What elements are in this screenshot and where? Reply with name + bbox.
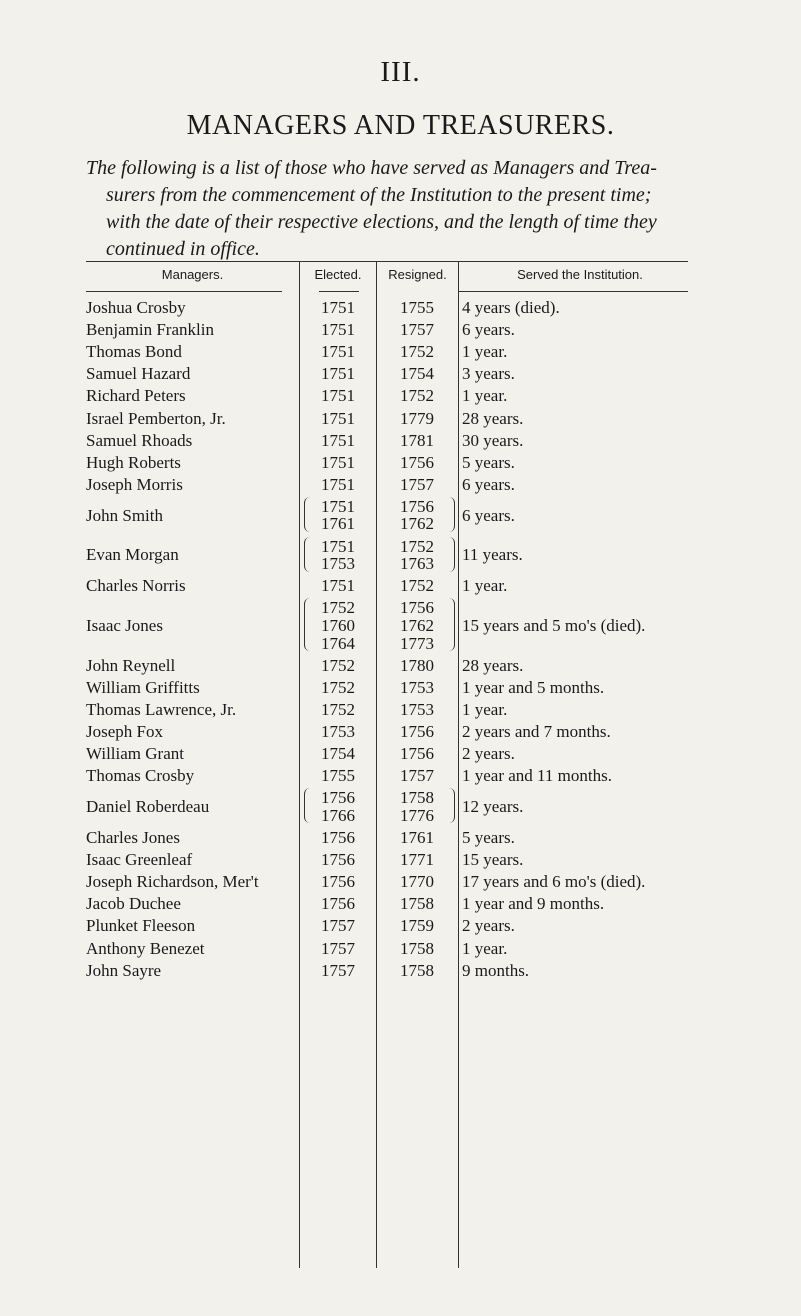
table-row: [0, 656, 801, 674]
brace-right: [448, 497, 455, 532]
served-duration: 15 years.: [462, 850, 524, 870]
brace-left: [304, 788, 311, 823]
elected-year: 1751: [321, 408, 355, 428]
manager-name: Benjamin Franklin: [86, 320, 214, 340]
elected-year: 1751: [321, 576, 355, 596]
elected-year: 1751: [321, 298, 355, 317]
manager-name: Thomas Lawrence, Jr.: [86, 699, 237, 719]
manager-name: Samuel Rhoads: [86, 430, 193, 450]
served-duration: 28 years.: [462, 408, 524, 428]
served-duration: 11 years.: [462, 545, 523, 565]
served-duration: 28 years.: [462, 655, 524, 675]
manager-name: Isaac Jones: [86, 615, 163, 635]
served-duration: 4 years (died).: [462, 298, 560, 317]
header-served: Served the Institution.: [517, 267, 643, 282]
elected-year: 1753: [321, 554, 355, 574]
resigned-year: 1763: [400, 554, 434, 574]
elected-year: 1751: [321, 536, 355, 556]
chapter-number: III.: [380, 56, 421, 88]
manager-name: William Grant: [86, 744, 184, 764]
manager-name: Joseph Morris: [86, 474, 183, 494]
served-duration: 15 years and 5 mo's (died).: [462, 615, 646, 635]
table-row: [0, 598, 801, 651]
manager-name: Samuel Hazard: [86, 364, 191, 384]
served-duration: 30 years.: [462, 430, 524, 450]
resigned-year: 1753: [400, 677, 434, 697]
manager-name: Anthony Benezet: [86, 938, 205, 958]
resigned-year: 1781: [400, 430, 434, 450]
elected-year: 1751: [321, 320, 355, 340]
resigned-year: 1756: [400, 452, 434, 472]
elected-year: 1756: [321, 850, 355, 870]
table-row: [0, 475, 801, 493]
elected-year: 1757: [321, 938, 355, 958]
intro-line: continued in office.: [106, 238, 260, 260]
table-row: [0, 894, 801, 912]
served-duration: 3 years.: [462, 364, 515, 384]
served-duration: 6 years.: [462, 474, 515, 494]
served-duration: 6 years.: [462, 320, 515, 340]
resigned-year: 1776: [400, 805, 434, 825]
resigned-year: 1770: [400, 872, 434, 892]
elected-year: 1751: [321, 364, 355, 384]
served-duration: 1 year.: [462, 342, 508, 362]
served-duration: 2 years and 7 months.: [462, 722, 611, 741]
brace-right: [448, 788, 455, 823]
header-elected: Elected.: [314, 267, 362, 282]
header-resigned: Resigned.: [388, 267, 447, 282]
served-duration: 9 months.: [462, 960, 530, 980]
resigned-year: 1762: [400, 615, 434, 635]
table-row: [0, 872, 801, 890]
resigned-year: 1757: [400, 474, 434, 494]
manager-name: Isaac Greenleaf: [86, 850, 193, 870]
header-rule: [459, 291, 688, 292]
elected-year: 1752: [321, 598, 355, 618]
table-row: [0, 766, 801, 784]
served-duration: 1 year and 9 months.: [462, 894, 605, 914]
served-duration: 6 years.: [462, 505, 515, 525]
elected-year: 1751: [321, 386, 355, 406]
elected-year: 1751: [321, 496, 355, 516]
resigned-year: 1780: [400, 655, 434, 675]
page-title: MANAGERS AND TREASURERS.: [186, 110, 615, 141]
elected-year: 1764: [321, 633, 355, 653]
resigned-year: 1757: [400, 320, 434, 340]
manager-name: Joseph Richardson, Mer't: [86, 872, 259, 892]
brace-left: [304, 497, 311, 532]
elected-year: 1755: [321, 766, 355, 786]
manager-name: Jacob Duchee: [86, 894, 181, 914]
elected-year: 1751: [321, 430, 355, 450]
table-row: [0, 320, 801, 338]
resigned-year: 1752: [400, 386, 434, 406]
header-rule: [86, 291, 282, 292]
table-row: [0, 497, 801, 532]
table-row: [0, 916, 801, 934]
table-row: [0, 409, 801, 427]
served-duration: 5 years.: [462, 452, 515, 472]
resigned-year: 1758: [400, 894, 434, 914]
elected-year: 1753: [321, 722, 355, 741]
table-row: [0, 386, 801, 404]
elected-year: 1760: [321, 615, 355, 635]
table-row: [0, 537, 801, 572]
manager-name: Thomas Bond: [86, 342, 182, 362]
served-duration: 2 years.: [462, 744, 515, 764]
table-row: [0, 961, 801, 979]
elected-year: 1751: [321, 342, 355, 362]
table-row: [0, 364, 801, 382]
elected-year: 1752: [321, 677, 355, 697]
resigned-year: 1752: [400, 342, 434, 362]
table-row: [0, 678, 801, 696]
served-duration: 12 years.: [462, 797, 524, 817]
table-row: [0, 298, 801, 316]
resigned-year: 1756: [400, 744, 434, 764]
table-row: [0, 431, 801, 449]
manager-name: Hugh Roberts: [86, 452, 181, 472]
table-row: [0, 828, 801, 846]
elected-year: 1757: [321, 916, 355, 936]
served-duration: 2 years.: [462, 916, 515, 936]
elected-year: 1761: [321, 514, 355, 534]
table-row: [0, 722, 801, 740]
elected-year: 1757: [321, 960, 355, 980]
resigned-year: 1754: [400, 364, 434, 384]
manager-name: Joseph Fox: [86, 722, 163, 741]
brace-left: [304, 537, 311, 572]
manager-name: Charles Jones: [86, 828, 180, 847]
elected-year: 1756: [321, 828, 355, 847]
manager-name: Joshua Crosby: [86, 298, 186, 317]
resigned-year: 1759: [400, 916, 434, 936]
brace-right: [448, 537, 455, 572]
served-duration: 1 year.: [462, 576, 508, 596]
resigned-year: 1771: [400, 850, 434, 870]
header-rule: [319, 291, 359, 292]
manager-name: Evan Morgan: [86, 545, 179, 565]
table-row: [0, 744, 801, 762]
served-duration: 1 year and 5 months.: [462, 677, 605, 697]
table-row: [0, 700, 801, 718]
elected-year: 1766: [321, 805, 355, 825]
resigned-year: 1752: [400, 536, 434, 556]
manager-name: John Smith: [86, 505, 163, 525]
served-duration: 1 year.: [462, 938, 508, 958]
table-row: [0, 576, 801, 594]
table-row: [0, 453, 801, 471]
served-duration: 1 year and 11 months.: [462, 766, 612, 786]
resigned-year: 1762: [400, 514, 434, 534]
intro-line: with the date of their respective elections, and the length of time they: [106, 211, 657, 233]
intro-paragraph: [86, 155, 726, 263]
elected-year: 1756: [321, 894, 355, 914]
brace-right: [448, 598, 455, 651]
manager-name: Thomas Crosby: [86, 766, 195, 786]
resigned-year: 1761: [400, 828, 434, 847]
table-top-rule: [86, 261, 688, 262]
resigned-year: 1755: [400, 298, 434, 317]
served-duration: 17 years and 6 mo's (died).: [462, 872, 646, 892]
table-row: [0, 342, 801, 360]
resigned-year: 1773: [400, 633, 434, 653]
manager-name: John Sayre: [86, 960, 162, 980]
resigned-year: 1756: [400, 496, 434, 516]
brace-left: [304, 598, 311, 651]
resigned-year: 1752: [400, 576, 434, 596]
elected-year: 1751: [321, 452, 355, 472]
elected-year: 1752: [321, 699, 355, 719]
elected-year: 1751: [321, 474, 355, 494]
resigned-year: 1757: [400, 766, 434, 786]
elected-year: 1756: [321, 788, 355, 808]
intro-line: The following is a list of those who have served as Managers and Trea-: [86, 157, 657, 179]
resigned-year: 1756: [400, 722, 434, 741]
served-duration: 1 year.: [462, 386, 508, 406]
manager-name: Plunket Fleeson: [86, 916, 196, 936]
served-duration: 1 year.: [462, 699, 508, 719]
elected-year: 1752: [321, 655, 355, 675]
resigned-year: 1758: [400, 788, 434, 808]
table-row: [0, 939, 801, 957]
resigned-year: 1779: [400, 408, 434, 428]
manager-name: William Griffitts: [86, 677, 200, 697]
elected-year: 1754: [321, 744, 355, 764]
resigned-year: 1758: [400, 960, 434, 980]
manager-name: Israel Pemberton, Jr.: [86, 408, 226, 428]
manager-name: Richard Peters: [86, 386, 186, 406]
manager-name: Charles Norris: [86, 576, 186, 596]
resigned-year: 1758: [400, 938, 434, 958]
resigned-year: 1756: [400, 598, 434, 618]
manager-name: Daniel Roberdeau: [86, 797, 210, 817]
elected-year: 1756: [321, 872, 355, 892]
resigned-year: 1753: [400, 699, 434, 719]
table-row: [0, 850, 801, 868]
table-row: [0, 788, 801, 823]
served-duration: 5 years.: [462, 828, 515, 847]
header-managers: Managers.: [161, 267, 224, 282]
manager-name: John Reynell: [86, 655, 176, 675]
intro-line: surers from the commencement of the Institution to the present time;: [106, 184, 652, 206]
